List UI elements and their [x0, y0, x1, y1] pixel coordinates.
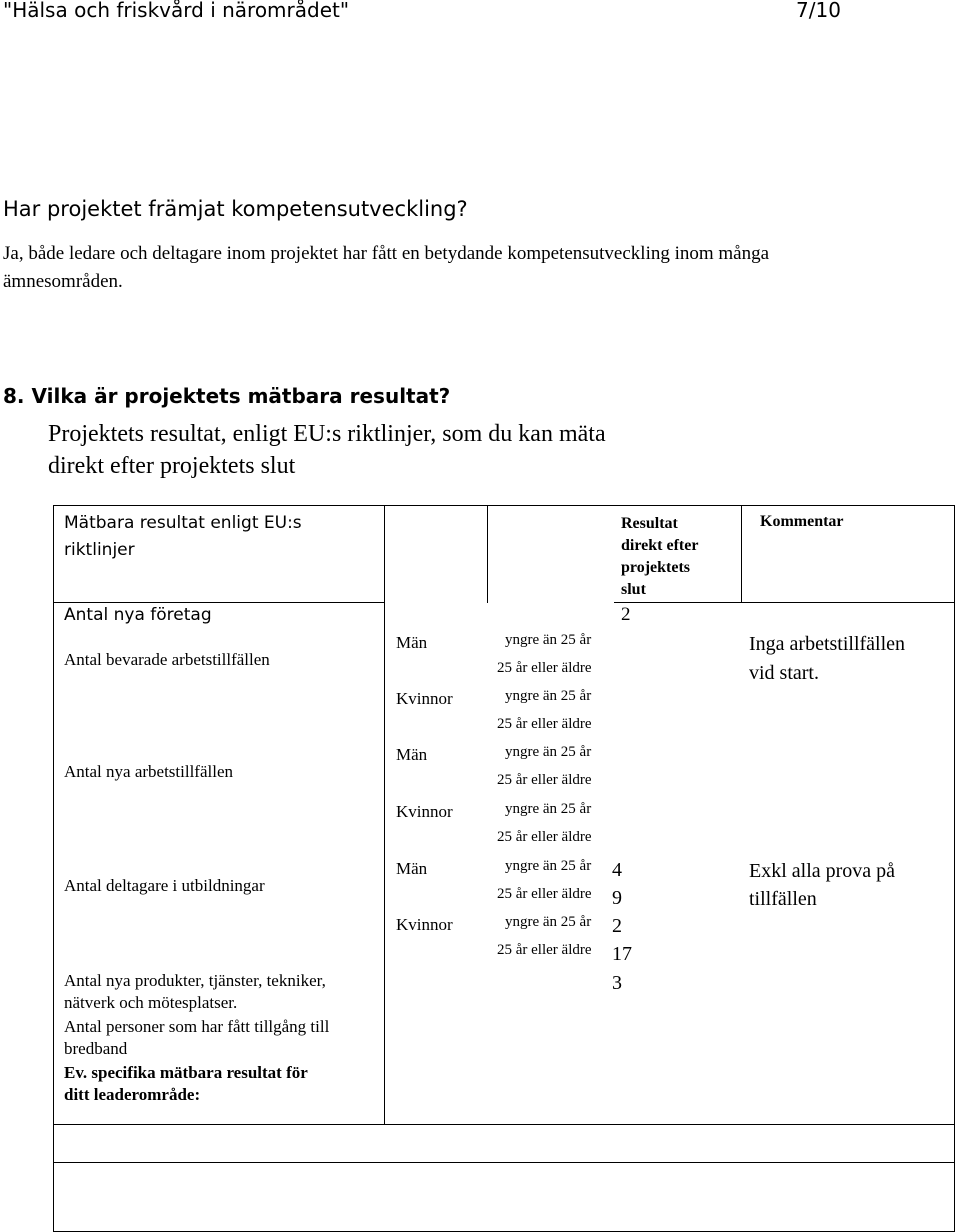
row-broadband-label-line1: Antal personer som har fått tillgång till [64, 1017, 330, 1036]
result-column-cell [614, 603, 742, 1087]
row-products-label-line2: nätverk och mötesplatser. [64, 993, 238, 1012]
newjobs-women-young: yngre än 25 år [505, 801, 592, 817]
competence-answer [3, 240, 903, 296]
row-new-companies-result: 2 [621, 604, 631, 625]
row-training-label: Antal deltagare i utbildningar [64, 876, 265, 895]
competence-answer-line1: Ja, både ledare och deltagare inom projektet har fått en betydande kompetensutveckling inom många [3, 243, 770, 264]
preserved-women-young: yngre än 25 år [505, 688, 592, 704]
training-women-young: yngre än 25 år [505, 914, 592, 930]
row-products-result: 3 [612, 972, 622, 994]
training-men-young: yngre än 25 år [505, 858, 592, 874]
labels-column-cell [54, 603, 385, 1087]
training-men-old: 25 år eller äldre [497, 886, 592, 902]
preserved-women-old: 25 år eller äldre [497, 716, 592, 732]
preserved-women-label: Kvinnor [396, 689, 453, 708]
preserved-men-young: yngre än 25 år [505, 632, 592, 648]
header-result-line1: Resultat [621, 515, 678, 532]
newjobs-men-young: yngre än 25 år [505, 744, 592, 760]
empty-row-1 [54, 1125, 955, 1163]
header-comment-label: Kommentar [760, 513, 844, 530]
header-result-line2: direkt efter [621, 537, 699, 554]
specific-age-cell [488, 1087, 614, 1125]
header-measure-label-line2: riktlinjer [64, 540, 135, 560]
competence-answer-line2: ämnesområden. [3, 271, 123, 292]
section-subheading [48, 418, 748, 482]
training-women-old: 25 år eller äldre [497, 942, 592, 958]
newjobs-women-label: Kvinnor [396, 802, 453, 821]
header-result-label [621, 513, 698, 601]
row-new-jobs-label: Antal nya arbetstillfällen [64, 762, 233, 781]
training-men-young-result: 4 [612, 859, 622, 881]
section-subheading-line1: Projektets resultat, enligt EU:s riktlinjer, som du kan mäta [48, 421, 606, 447]
preserved-comment-line1: Inga arbetstillfällen [749, 633, 906, 655]
row-specific-label-line1: Ev. specifika mätbara resultat för [64, 1063, 308, 1082]
specific-gender-cell [385, 1087, 488, 1125]
row-preserved-jobs-label: Antal bevarade arbetstillfällen [64, 650, 270, 669]
training-women-old-result: 17 [612, 943, 632, 965]
newjobs-men-label: Män [396, 745, 428, 764]
newjobs-women-old: 25 år eller äldre [497, 829, 592, 845]
document-title: "Hälsa och friskvård i närområdet" [3, 0, 350, 22]
training-men-label: Män [396, 859, 428, 878]
specific-result-cell [614, 1087, 742, 1125]
preserved-men-label: Män [396, 633, 428, 652]
training-men-old-result: 9 [612, 887, 622, 909]
preserved-men-old: 25 år eller äldre [497, 660, 592, 676]
training-comment-line2: tillfällen [749, 888, 817, 910]
header-result-line3: projektets [621, 559, 691, 576]
row-new-companies-label: Antal nya företag [64, 605, 212, 625]
header-measure-label-line1: Mätbara resultat enligt EU:s [64, 513, 302, 533]
section-heading: 8. Vilka är projektets mätbara resultat? [3, 384, 451, 408]
competence-question: Har projektet främjat kompetensutveckling? [3, 197, 468, 221]
page-number: 7/10 [796, 0, 841, 22]
section-subheading-line2: direkt efter projektets slut [48, 453, 296, 479]
row-broadband-label-line2: bredband [64, 1039, 128, 1058]
specific-comment-cell [742, 1087, 955, 1125]
newjobs-men-old: 25 år eller äldre [497, 772, 592, 788]
empty-row-2 [54, 1163, 955, 1232]
row-specific-label-line2: ditt leaderområde: [64, 1085, 201, 1104]
header-gender-cell [385, 506, 488, 603]
training-women-young-result: 2 [612, 915, 622, 937]
preserved-comment-line2: vid start. [749, 662, 819, 684]
header-result-line4: slut [621, 581, 646, 598]
gender-column-cell [385, 603, 488, 1087]
training-women-label: Kvinnor [396, 915, 453, 934]
row-products-label-line1: Antal nya produkter, tjänster, tekniker, [64, 971, 326, 990]
training-comment-line1: Exkl alla prova på [749, 860, 896, 882]
header-age-cell [488, 506, 614, 603]
